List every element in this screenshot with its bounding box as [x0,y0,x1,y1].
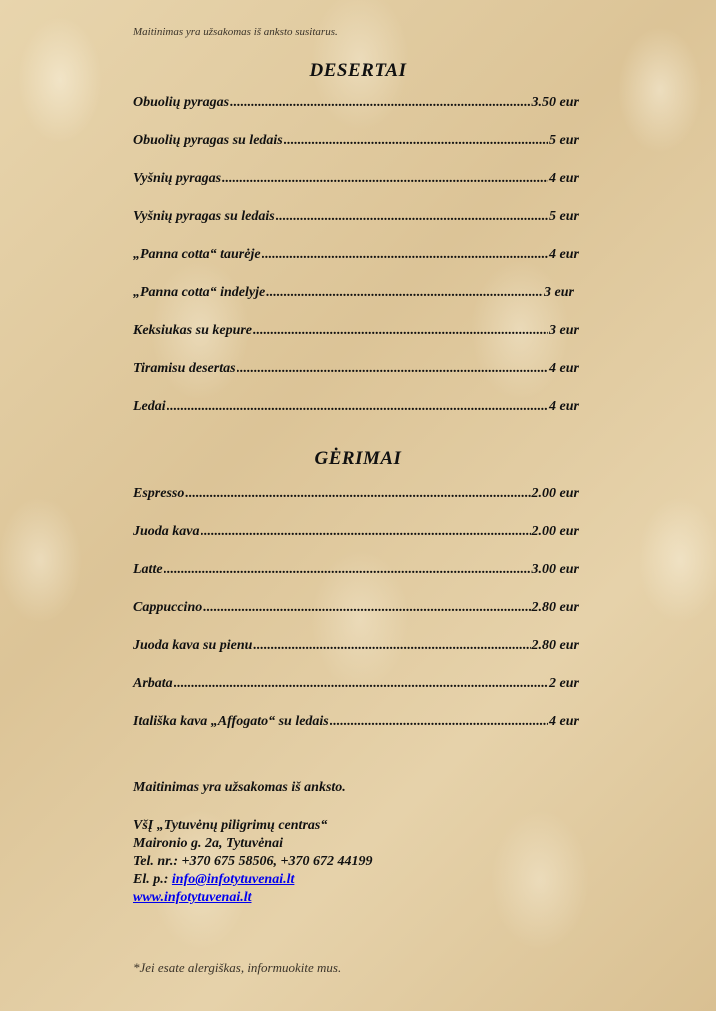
item-price: 3.00 eur [531,562,579,577]
dot-leader [167,399,548,415]
item-price: 3.50 eur [531,95,579,110]
desserts-title: DESERTAI [309,60,407,81]
email-line [133,871,372,889]
item-name: Itališka kava „Affogato“ su ledais [133,714,329,729]
menu-item [133,676,579,714]
item-name: Vyšnių pyragas su ledais [133,209,275,224]
item-price: 5 eur [549,133,579,148]
desserts-list [133,95,579,437]
item-price: 3 eur [544,285,574,300]
item-price: 4 eur [549,361,579,376]
drinks-title: GĖRIMAI [314,448,402,469]
item-name: „Panna cotta“ taurėje [133,247,261,262]
menu-item [133,399,579,437]
item-price: 5 eur [549,209,579,224]
item-name: Espresso [133,486,185,501]
menu-item [133,323,579,361]
menu-item [133,600,579,638]
item-name: Latte [133,562,163,577]
email-link[interactable]: info@infotytuvenai.lt [171,872,295,887]
website-link[interactable]: www.infotytuvenai.lt [133,890,252,905]
item-price: 3 eur [549,323,579,338]
dot-leader [253,323,548,339]
menu-item [133,247,579,285]
item-price: 2.80 eur [531,638,579,653]
email-label: El. p.: [133,872,172,887]
top-note: Maitinimas yra užsakomas iš anksto susitarus. [133,26,338,38]
item-name: Tiramisu desertas [133,361,236,376]
item-name: Juoda kava [133,524,200,539]
drinks-list [133,486,579,752]
menu-item [133,133,579,171]
dot-leader [284,133,548,149]
item-name: Juoda kava su pienu [133,638,253,653]
item-name: Ledai [133,399,166,414]
item-name: Keksiukas su kepure [133,323,253,338]
menu-item [133,361,579,399]
allergy-note: *Jei esate alergiškas, informuokite mus. [133,960,342,975]
menu-item [133,714,579,752]
item-price: 2 eur [549,676,579,691]
item-name: Obuolių pyragas su ledais [133,133,283,148]
menu-item [133,95,579,133]
item-name: Arbata [133,676,173,691]
item-price: 2.00 eur [531,524,579,539]
dot-leader [237,361,549,377]
contact-block [133,779,372,907]
dot-leader [330,714,548,730]
order-notice: Maitinimas yra užsakomas iš anksto. [133,780,346,795]
menu-item [133,486,579,524]
dot-leader [276,209,548,225]
dot-leader [174,676,548,692]
menu-item [133,285,574,323]
organization-name: VšĮ „Tytuvėnų piligrimų centras“ [133,818,328,833]
item-name: Vyšnių pyragas [133,171,222,186]
dot-leader [201,524,531,540]
dot-leader [266,285,543,301]
item-price: 2.00 eur [531,486,579,501]
menu-item [133,562,579,600]
item-price: 4 eur [549,247,579,262]
dot-leader [164,562,531,578]
menu-item [133,524,579,562]
item-price: 4 eur [549,714,579,729]
website-line [133,889,372,907]
dot-leader [185,486,530,502]
phone-numbers: Tel. nr.: +370 675 58506, +370 672 44199 [133,854,373,869]
item-price: 2.80 eur [531,600,579,615]
address: Maironio g. 2a, Tytuvėnai [133,836,283,851]
item-name: Obuolių pyragas [133,95,230,110]
dot-leader [203,600,530,616]
item-name: „Panna cotta“ indelyje [133,285,266,300]
dot-leader [230,95,530,111]
dot-leader [262,247,548,263]
dot-leader [222,171,548,187]
item-price: 4 eur [549,399,579,414]
menu-item [133,171,579,209]
menu-item [133,209,579,247]
menu-item [133,638,579,676]
item-name: Cappuccino [133,600,203,615]
item-price: 4 eur [549,171,579,186]
dot-leader [253,638,530,654]
